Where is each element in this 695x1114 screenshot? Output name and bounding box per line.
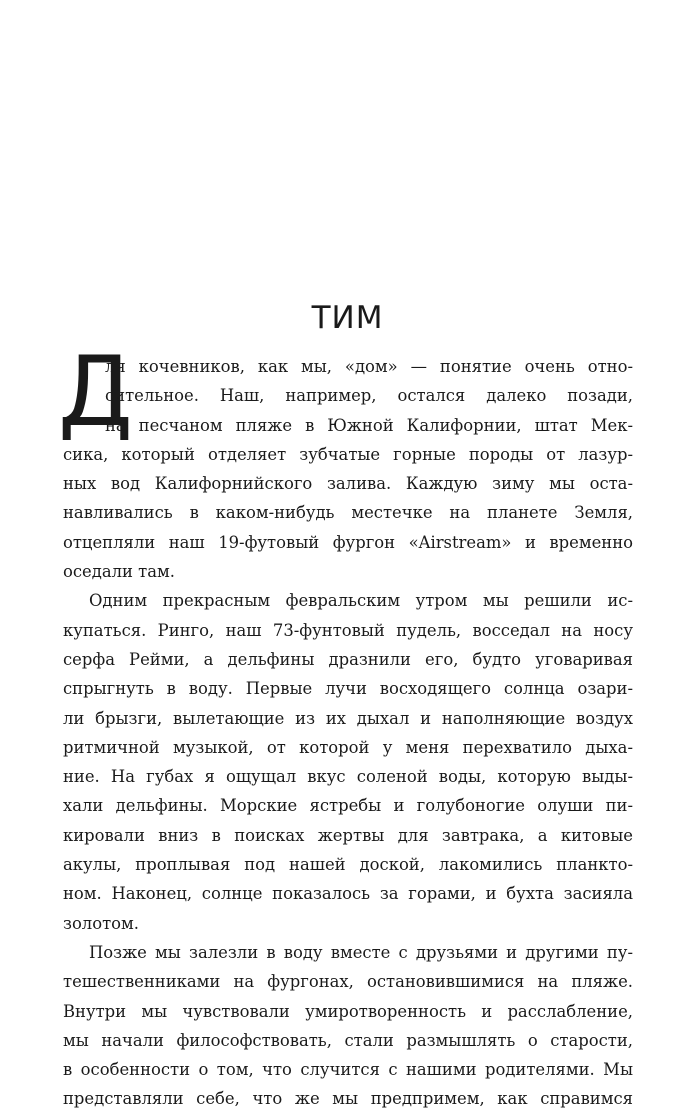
text-line: ном. Наконец, солнце показалось за горами, и бухта засияла — [63, 884, 633, 904]
text-line: ля кочевников, как мы, «дом» — понятие очень отно- — [105, 357, 633, 376]
text-line: ние. На губах я ощущал вкус соленой воды, которую выды- — [63, 767, 633, 787]
text-line: Позже мы залезли в воду вместе с друзьями и другими пу- — [89, 942, 633, 962]
text-line: акулы, проплывая под нашей доской, лакомились планкто- — [63, 855, 633, 875]
text-line: Одним прекрасным февральским утром мы решили ис- — [89, 591, 633, 611]
text-line: спрыгнуть в воду. Первые лучи восходящего солнца озари- — [63, 679, 633, 699]
text-line: мы начали философствовать, стали размышлять о старости, — [63, 1030, 633, 1050]
paragraph — [63, 352, 633, 586]
text-line: оседали там. — [63, 562, 175, 582]
text-line: купаться. Ринго, наш 73-фунтовый пудель, восседал на носу — [63, 620, 633, 640]
text-line: на песчаном пляже в Южной Калифорнии, штат Мек- — [105, 415, 633, 435]
text-line: хали дельфины. Морские ястребы и голубоногие олуши пи- — [63, 796, 633, 816]
paragraph — [63, 938, 633, 1114]
text-line: серфа Рейми, а дельфины дразнили его, будто уговаривая — [63, 649, 633, 669]
text-line: золотом. — [63, 913, 139, 933]
drop-cap-letter: Д — [58, 336, 133, 448]
text-line: сительное. Наш, например, остался далеко позади, — [105, 386, 633, 406]
paragraph — [63, 586, 633, 938]
text-line: навливались в каком-нибудь местечке на планете Земля, — [63, 503, 633, 523]
chapter-title: ТИМ — [311, 300, 384, 336]
text-line: тешественниками на фургонах, остановившимися на пляже. — [63, 972, 633, 992]
text-line: отцепляли наш 19-футовый фургон «Airstream» и временно — [63, 532, 633, 552]
text-line: ли брызги, вылетающие из их дыхал и наполняющие воздух — [63, 708, 633, 728]
text-line: Внутри мы чувствовали умиротворенность и расслабление, — [63, 1001, 633, 1021]
text-line: кировали вниз в поисках жертвы для завтрака, а китовые — [63, 825, 633, 845]
text-line: в особенности о том, что случится с нашими родителями. Мы — [63, 1060, 633, 1080]
body-text — [63, 352, 633, 1114]
text-line: представляли себе, что же мы предпримем, как справимся — [63, 1089, 633, 1109]
text-line: ных вод Калифорнийского залива. Каждую зиму мы оста- — [63, 474, 633, 494]
text-line: сика, который отделяет зубчатые горные породы от лазур- — [63, 444, 633, 464]
text-line: ритмичной музыкой, от которой у меня перехватило дыха- — [63, 737, 633, 757]
